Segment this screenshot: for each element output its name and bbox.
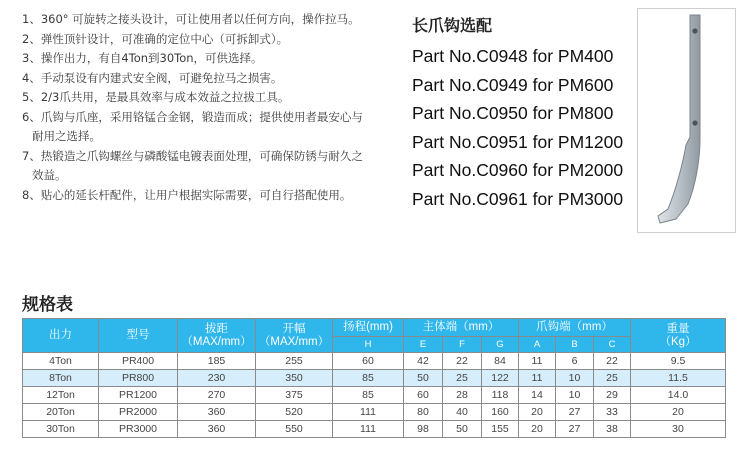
header-c: C bbox=[594, 337, 631, 353]
table-cell: PR2000 bbox=[99, 404, 178, 421]
table-cell: 350 bbox=[256, 370, 333, 387]
table-cell: PR3000 bbox=[99, 421, 178, 438]
feature-item: 6、爪钩与爪座，采用铬锰合金钢，锻造而成；提供使用者最安心与 bbox=[22, 109, 363, 124]
long-jaw-hook-icon bbox=[638, 9, 735, 232]
table-cell: 230 bbox=[178, 370, 256, 387]
part-number-line: Part No.C0949 for PM600 bbox=[412, 74, 614, 95]
table-cell: 84 bbox=[482, 353, 519, 370]
spec-table-title: 规格表 bbox=[22, 295, 73, 315]
table-cell: 10 bbox=[556, 387, 594, 404]
table-cell: 185 bbox=[178, 353, 256, 370]
header-g: G bbox=[482, 337, 519, 353]
spec-table bbox=[22, 318, 726, 438]
table-cell: 80 bbox=[404, 404, 443, 421]
table-cell: 20 bbox=[631, 404, 726, 421]
feature-item: 4、手动泵设有内建式安全阀，可避免拉马之损害。 bbox=[22, 70, 283, 85]
table-cell: 38 bbox=[594, 421, 631, 438]
table-cell: 22 bbox=[594, 353, 631, 370]
header-reach-label: 拔距 bbox=[205, 322, 228, 335]
table-cell: 255 bbox=[256, 353, 333, 370]
header-b: B bbox=[556, 337, 594, 353]
table-cell: 160 bbox=[482, 404, 519, 421]
table-cell: 20 bbox=[519, 421, 556, 438]
table-cell: 85 bbox=[333, 370, 404, 387]
table-cell: 85 bbox=[333, 387, 404, 404]
table-cell: 60 bbox=[333, 353, 404, 370]
long-jaw-image-frame bbox=[637, 8, 736, 233]
header-weight-unit: （Kg） bbox=[659, 335, 697, 348]
part-number-line: Part No.C0950 for PM800 bbox=[412, 103, 614, 123]
table-cell: PR400 bbox=[99, 353, 178, 370]
table-cell: 270 bbox=[178, 387, 256, 404]
feature-list bbox=[22, 10, 402, 205]
table-row bbox=[23, 404, 726, 421]
table-cell: 550 bbox=[256, 421, 333, 438]
feature-item: 3、操作出力，有自4Ton到30Ton，可供选择。 bbox=[22, 51, 263, 65]
table-cell: 122 bbox=[482, 370, 519, 387]
table-cell: PR800 bbox=[99, 370, 178, 387]
table-row bbox=[23, 387, 726, 404]
feature-item: 1、360° 可旋转之接头设计，可让使用者以任何方向，操作拉马。 bbox=[22, 12, 360, 26]
table-cell: 33 bbox=[594, 404, 631, 421]
header-force: 出力 bbox=[23, 319, 99, 353]
table-cell: 11 bbox=[519, 370, 556, 387]
table-cell: 111 bbox=[333, 421, 404, 438]
table-cell: 155 bbox=[482, 421, 519, 438]
table-cell: 60 bbox=[404, 387, 443, 404]
table-cell: 8Ton bbox=[23, 370, 99, 387]
header-jaw-end: 爪钩端（mm） bbox=[519, 319, 631, 337]
table-cell: 50 bbox=[443, 421, 482, 438]
part-number-line: Part No.C0960 for PM2000 bbox=[412, 160, 624, 180]
table-cell: 25 bbox=[443, 370, 482, 387]
table-cell: 22 bbox=[443, 353, 482, 370]
table-cell: 360 bbox=[178, 421, 256, 438]
header-h: H bbox=[333, 337, 404, 353]
long-jaw-options-title: 长爪钩选配 bbox=[412, 16, 493, 35]
header-e: E bbox=[404, 337, 443, 353]
spec-table-body bbox=[23, 353, 726, 438]
header-body-end: 主体端（mm） bbox=[404, 319, 519, 337]
header-spread-unit: （MAX/mm） bbox=[258, 335, 330, 348]
table-cell: 20Ton bbox=[23, 404, 99, 421]
header-weight bbox=[631, 319, 726, 353]
feature-item-continued: 效益。 bbox=[32, 168, 67, 182]
table-cell: 9.5 bbox=[631, 353, 726, 370]
part-number-line: Part No.C0961 for PM3000 bbox=[412, 188, 624, 209]
table-cell: 25 bbox=[594, 370, 631, 387]
header-reach bbox=[178, 319, 256, 353]
feature-item: 5、2/3爪共用，是最具效率与成本效益之拉拔工具。 bbox=[22, 90, 290, 104]
header-model: 型号 bbox=[99, 319, 178, 353]
header-reach-unit: （MAX/mm） bbox=[181, 335, 252, 348]
header-stroke: 扬程(mm) bbox=[333, 319, 404, 337]
table-cell: 4Ton bbox=[23, 353, 99, 370]
table-cell: 375 bbox=[256, 387, 333, 404]
header-spread-label: 开幅 bbox=[282, 322, 306, 335]
header-f: F bbox=[443, 337, 482, 353]
feature-item: 2、弹性顶针设计，可准确的定位中心（可拆卸式）。 bbox=[22, 31, 289, 46]
table-cell: 29 bbox=[594, 387, 631, 404]
table-cell: 27 bbox=[556, 404, 594, 421]
table-cell: 30 bbox=[631, 421, 726, 438]
table-cell: 98 bbox=[404, 421, 443, 438]
table-cell: 14.0 bbox=[631, 387, 726, 404]
part-number-line: Part No.C0951 for PM1200 bbox=[412, 131, 624, 152]
feature-item: 8、贴心的延长杆配件，让用户根据实际需要，可自行搭配使用。 bbox=[22, 187, 352, 202]
table-row bbox=[23, 421, 726, 438]
table-cell: 11.5 bbox=[631, 370, 726, 387]
table-cell: 20 bbox=[519, 404, 556, 421]
header-a: A bbox=[519, 337, 556, 353]
table-cell: 50 bbox=[404, 370, 443, 387]
table-cell: 27 bbox=[556, 421, 594, 438]
table-cell: 12Ton bbox=[23, 387, 99, 404]
table-cell: 10 bbox=[556, 370, 594, 387]
header-spread bbox=[256, 319, 333, 353]
table-cell: 30Ton bbox=[23, 421, 99, 438]
long-jaw-options bbox=[412, 16, 623, 213]
feature-item: 7、热锻造之爪钩螺丝与磷酸锰电镀表面处理，可确保防锈与耐久之 bbox=[22, 148, 363, 163]
table-cell: 40 bbox=[443, 404, 482, 421]
table-cell: 360 bbox=[178, 404, 256, 421]
table-cell: 118 bbox=[482, 387, 519, 404]
table-cell: 520 bbox=[256, 404, 333, 421]
table-cell: 42 bbox=[404, 353, 443, 370]
table-cell: 111 bbox=[333, 404, 404, 421]
header-weight-label: 重量 bbox=[666, 322, 690, 335]
table-cell: 6 bbox=[556, 353, 594, 370]
table-cell: 28 bbox=[443, 387, 482, 404]
table-row bbox=[23, 353, 726, 370]
part-number-line: Part No.C0948 for PM400 bbox=[412, 46, 614, 66]
feature-item-continued: 耐用之选择。 bbox=[32, 129, 101, 143]
table-cell: PR1200 bbox=[99, 387, 178, 404]
table-cell: 14 bbox=[519, 387, 556, 404]
table-row bbox=[23, 370, 726, 387]
table-cell: 11 bbox=[519, 353, 556, 370]
